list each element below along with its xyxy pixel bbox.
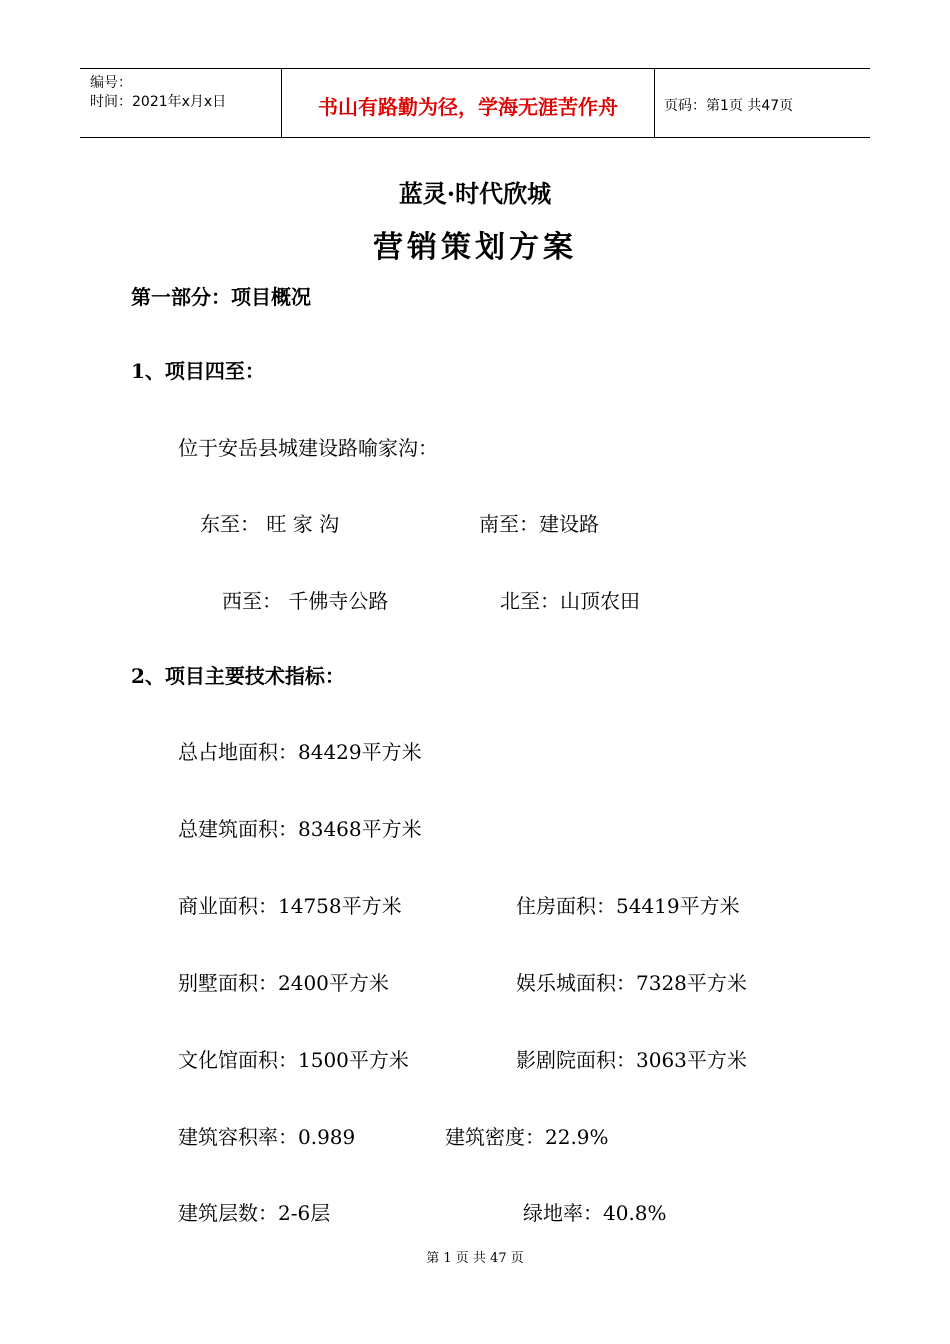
header-page-label: 页码：第1页 共47页 — [664, 98, 794, 114]
header-page-cell — [655, 69, 870, 137]
section-heading-indicators: 2、项目主要技术指标： — [131, 664, 345, 688]
residential-area: 住房面积：54419平方米 — [516, 894, 740, 918]
north-boundary: 北至：山顶农田 — [500, 589, 640, 613]
total-land-area: 总占地面积：84429平方米 — [178, 740, 422, 764]
header-motto-cell — [281, 69, 655, 137]
section-heading-boundaries: 1、项目四至： — [131, 359, 265, 383]
west-boundary: 西至： 千佛寺公路 — [222, 589, 389, 613]
document-subtitle: 营销策划方案 — [373, 230, 577, 265]
location-text: 位于安岳县城建设路喻家沟： — [178, 436, 438, 460]
commercial-area: 商业面积：14758平方米 — [178, 894, 402, 918]
east-boundary: 东至： 旺 家 沟 — [200, 512, 340, 536]
villa-area: 别墅面积：2400平方米 — [178, 971, 389, 995]
building-floors: 建筑层数：2-6层 — [178, 1201, 331, 1225]
header-motto: 书山有路勤为径，学海无涯苦作舟 — [318, 95, 618, 119]
plot-ratio: 建筑容积率：0.989 — [178, 1125, 356, 1149]
part-heading: 第一部分：项目概况 — [131, 285, 311, 309]
green-ratio: 绿地率：40.8% — [523, 1201, 667, 1225]
date-label: 时间：2021年x月x日 — [90, 94, 227, 110]
building-density: 建筑密度：22.9% — [445, 1125, 609, 1149]
entertainment-area: 娱乐城面积：7328平方米 — [516, 971, 747, 995]
page-footer: 第 1 页 共 47 页 — [426, 1251, 524, 1266]
header-meta-cell — [80, 69, 281, 137]
culture-hall-area: 文化馆面积：1500平方米 — [178, 1048, 409, 1072]
number-label: 编号： — [90, 75, 132, 91]
total-building-area: 总建筑面积：83468平方米 — [178, 817, 422, 841]
document-header — [80, 68, 870, 138]
south-boundary: 南至：建设路 — [479, 512, 599, 536]
document-title: 蓝灵·时代欣城 — [398, 179, 552, 208]
theater-area: 影剧院面积：3063平方米 — [516, 1048, 747, 1072]
